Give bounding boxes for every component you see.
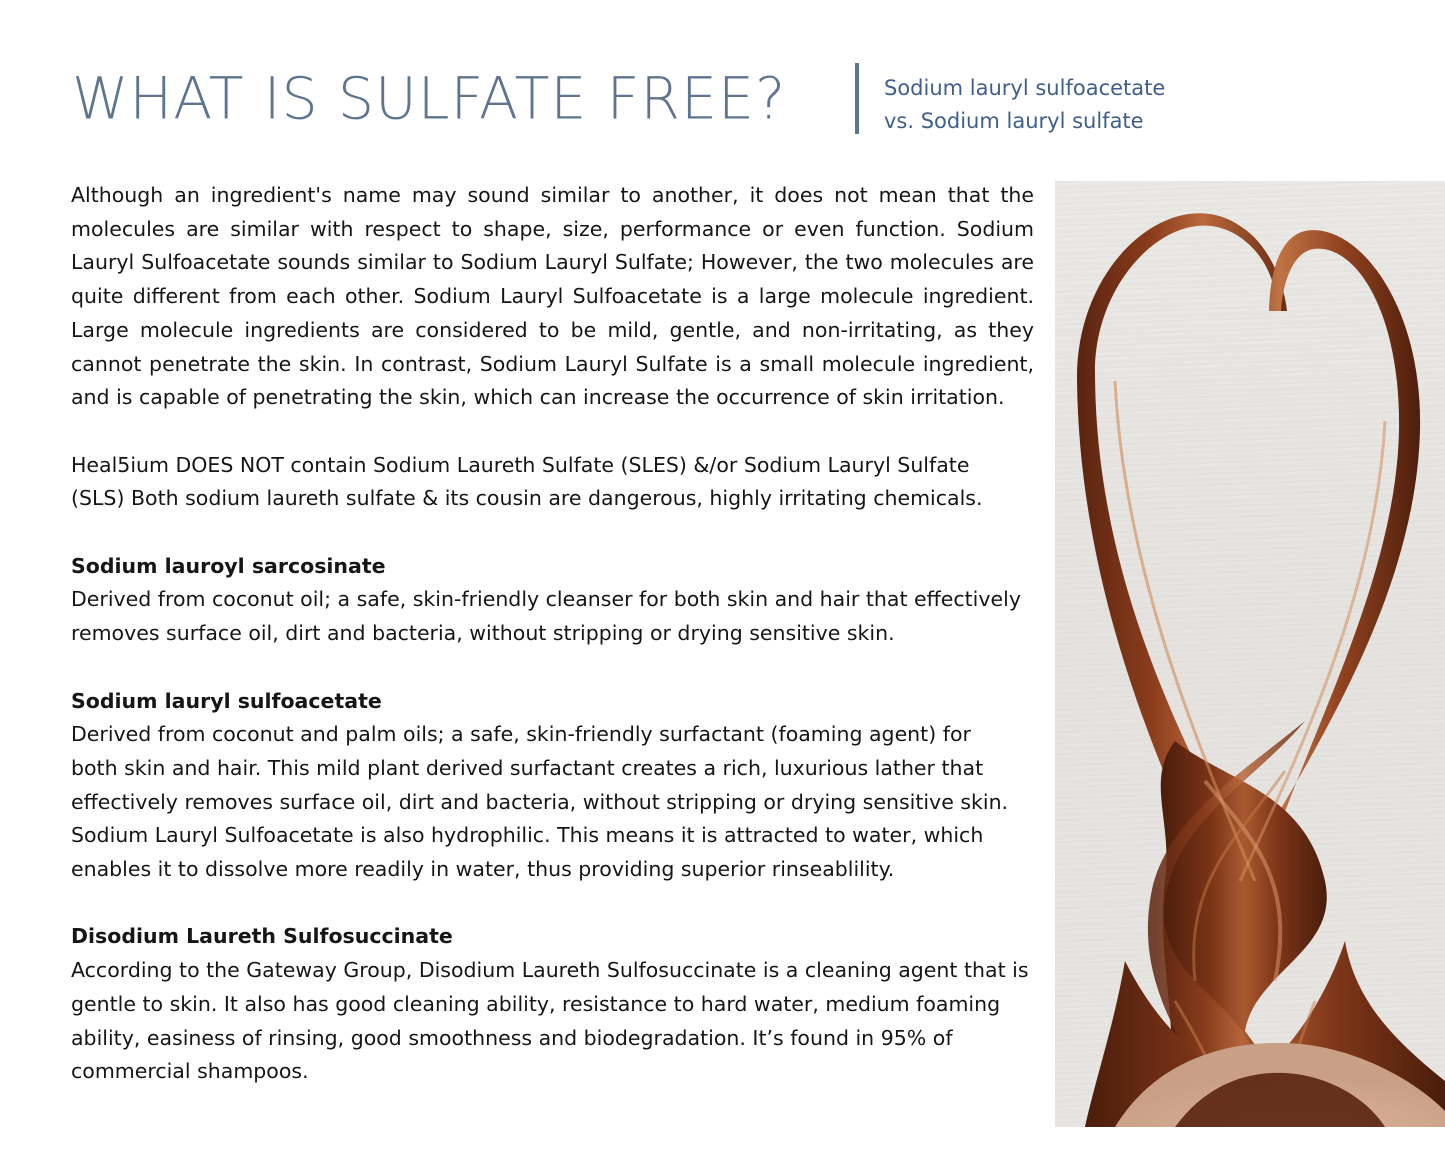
hair-heart-photo — [1055, 181, 1445, 1127]
section-text: Derived from coconut oil; a safe, skin-friendly cleanser for both skin and hair that effectively removes surface oil, dirt and bacteria, without stripping or drying sensitive skin. — [71, 587, 1021, 646]
section-text: According to the Gateway Group, Disodium Laureth Sulfosuccinate is a cleaning agent that is gentle to skin. It also has good cleaning ability, resistance to hard water, medium foaming ability, easiness of rinsing, good smoothness and biodegradation. It’s found in 95% of commercial shampoos. — [71, 958, 1029, 1084]
intro-paragraph-1: Although an ingredient's name may sound similar to another, it does not mean that the molecules are similar with respect to shape, size, performance or even function. Sodium Lauryl Sulfoacetate sounds similar to Sodium Lauryl Sulfate; However, the two molecules are quite different from each other. Sodium Lauryl Sulfoacetate is a large molecule ingredient. Large molecule ingredients are considered to be mild, gentle, and non-irritating, as they cannot penetrate the skin. In contrast, Sodium Lauryl Sulfate is a small molecule ingredient, and is capable of penetrating the skin, which can increase the occurrence of skin irritation. — [71, 183, 1034, 410]
hair-heart-illustration — [1055, 181, 1445, 1127]
section-heading: Disodium Laureth Sulfosuccinate — [71, 924, 453, 949]
article-body — [71, 179, 1034, 1089]
section-heading: Sodium lauroyl sarcosinate — [71, 553, 386, 578]
section-heading: Sodium lauryl sulfoacetate — [71, 688, 382, 713]
subtitle-line-2: vs. Sodium lauryl sulfate — [884, 109, 1144, 133]
subtitle-line-1: Sodium lauryl sulfoacetate — [884, 76, 1166, 100]
section-disodium-laureth-sulfosuccinate — [71, 920, 1034, 1089]
intro-paragraph-2: Heal5ium DOES NOT contain Sodium Laureth Sulfate (SLES) &/or Sodium Lauryl Sulfate (SLS) Both sodium laureth sulfate & its cousin are dangerous, highly irritating chemicals. — [71, 452, 983, 511]
section-text: Derived from coconut and palm oils; a safe, skin-friendly surfactant (foaming agent) for both skin and hair. This mild plant derived surfactant creates a rich, luxurious lather that effectively removes surface oil, dirt and bacteria, without stripping or drying sensitive skin. Sodium Lauryl Sulfoacetate is also hydrophilic. This means it is attracted to water, which enables it to dissolve more readily in water, thus providing superior rinseablility. — [71, 722, 1009, 882]
header-subtitle — [884, 72, 1165, 138]
section-sodium-lauryl-sulfoacetate — [71, 685, 1034, 887]
page-title: WHAT IS SULFATE FREE? — [72, 65, 787, 133]
header-divider — [855, 63, 859, 134]
section-sodium-lauroyl-sarcosinate — [71, 550, 1034, 651]
